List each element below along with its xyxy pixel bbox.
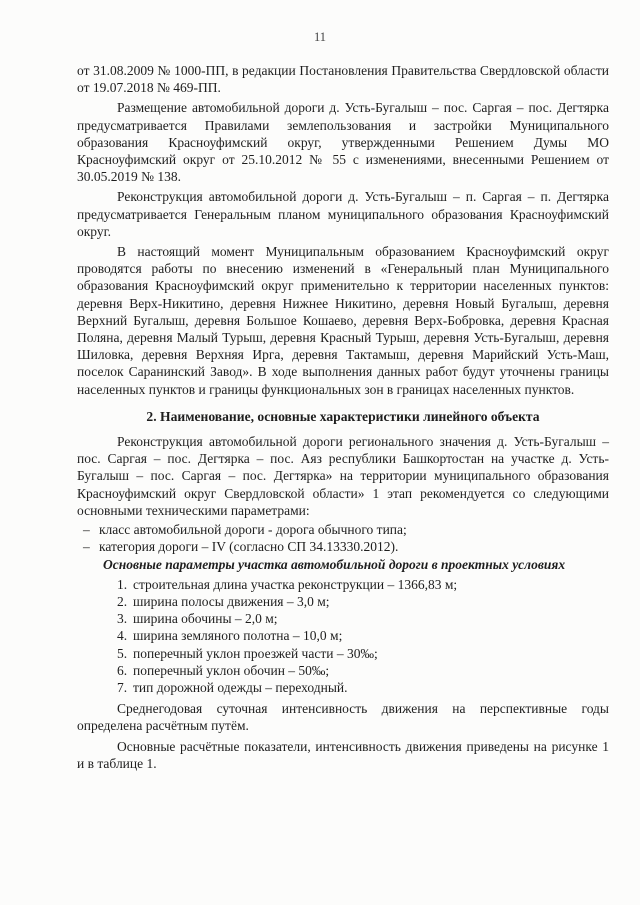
paragraph-traffic-intensity: Среднегодовая суточная интенсивность движения на перспективные годы определена расчётным путём. (77, 701, 609, 734)
list-item-text: ширина полосы движения – 3,0 м; (133, 593, 330, 609)
section-heading: 2. Наименование, основные характеристики линейного объекта (146, 408, 540, 424)
dash-bullet: – (83, 522, 90, 538)
list-number: 2. (117, 593, 128, 609)
paragraph-road-placement: Размещение автомобильной дороги д. Усть-Бугалыш – пос. Саргая – пос. Дегтярка предусматривается Правилами землепользования и застройки Муниципального образования Красноуфимский округ, утвержденными Решением Думы МО Красноуфимский округ от 25.10.2012 № 55 с изменениями, внесенными Решением от 30.05.2019 № 138. (77, 100, 609, 185)
list-item-text: ширина обочины – 2,0 м; (133, 611, 278, 627)
list-number: 3. (117, 611, 128, 627)
list-item (77, 593, 609, 610)
paragraph-general-plan: Реконструкция автомобильной дороги д. Усть-Бугалыш – п. Саргая – п. Дегтярка предусматривается Генеральным планом муниципального образования Красноуфимский округ. (77, 189, 609, 239)
list-item (77, 576, 609, 593)
paragraph-current-works: В настоящий момент Муниципальным образованием Красноуфимский округ проводятся работы по внесению изменений в «Генеральный план Муниципального образования Красноуфимский округ применительно к территории населенных пунктов: деревня Верх-Никитино, деревня Нижнее Никитино, деревня Новый Бугалыш, деревня Верхний Бугалыш, деревня Большое Кошаево, деревня Верх-Бобровка, деревня Красная Поляна, деревня Малый Турыш, деревня Красный Турыш, деревня Усть-Бугалыш, деревня Шиловка, деревня Верхняя Ирга, деревня Тактамыш, деревня Марийский Усть-Маш, поселок Саранинский Завод». В ходе выполнения данных работ будут уточнены границы населенных пунктов и границы функциональных зон в границах населенных пунктов. (77, 244, 609, 397)
params-heading: Основные параметры участка автомобильной дороги в проектных условиях (103, 557, 566, 573)
list-item-text: поперечный уклон проезжей части – 30‰; (133, 645, 378, 661)
list-number: 7. (117, 679, 128, 695)
list-item-text: поперечный уклон обочин – 50‰; (133, 662, 330, 678)
list-item (77, 538, 609, 555)
page-number: 11 (313, 30, 327, 44)
list-item-text: тип дорожной одежды – переходный. (133, 679, 348, 695)
list-item-text: строительная длина участка реконструкции – 1366,83 м; (133, 576, 458, 592)
list-item-text: класс автомобильной дороги - дорога обычного типа; (99, 522, 407, 538)
paragraph-continuation: от 31.08.2009 № 1000-ПП, в редакции Постановления Правительства Свердловской области от 19.07.2018 № 469-ПП. (77, 63, 609, 96)
page-content (77, 62, 609, 772)
list-number: 6. (117, 662, 128, 678)
dash-list (77, 521, 609, 555)
list-number: 4. (117, 628, 128, 644)
dash-bullet: – (83, 539, 90, 555)
list-item (77, 679, 609, 696)
list-item (77, 662, 609, 679)
list-number: 5. (117, 645, 128, 661)
list-item-text: категория дороги – IV (согласно СП 34.13330.2012). (99, 539, 399, 555)
list-item (77, 645, 609, 662)
list-item (77, 610, 609, 627)
list-item (77, 521, 609, 538)
list-item-text: ширина земляного полотна – 10,0 м; (133, 628, 343, 644)
list-item (77, 627, 609, 644)
params-list (77, 576, 609, 696)
paragraph-figure-reference: Основные расчётные показатели, интенсивность движения приведены на рисунке 1 и в таблице 1. (77, 738, 609, 771)
paragraph-section-intro: Реконструкция автомобильной дороги регионального значения д. Усть-Бугалыш – пос. Саргая – пос. Дегтярка – пос. Аяз республики Башкортостан на участке д. Усть-Бугалыш – пос. Саргая – пос. Дегтярка» на территории муниципального образования Красноуфимский округ Свердловской области» 1 этап рекомендуется со следующими основными техническими параметрами: (77, 434, 609, 518)
list-number: 1. (117, 576, 128, 592)
